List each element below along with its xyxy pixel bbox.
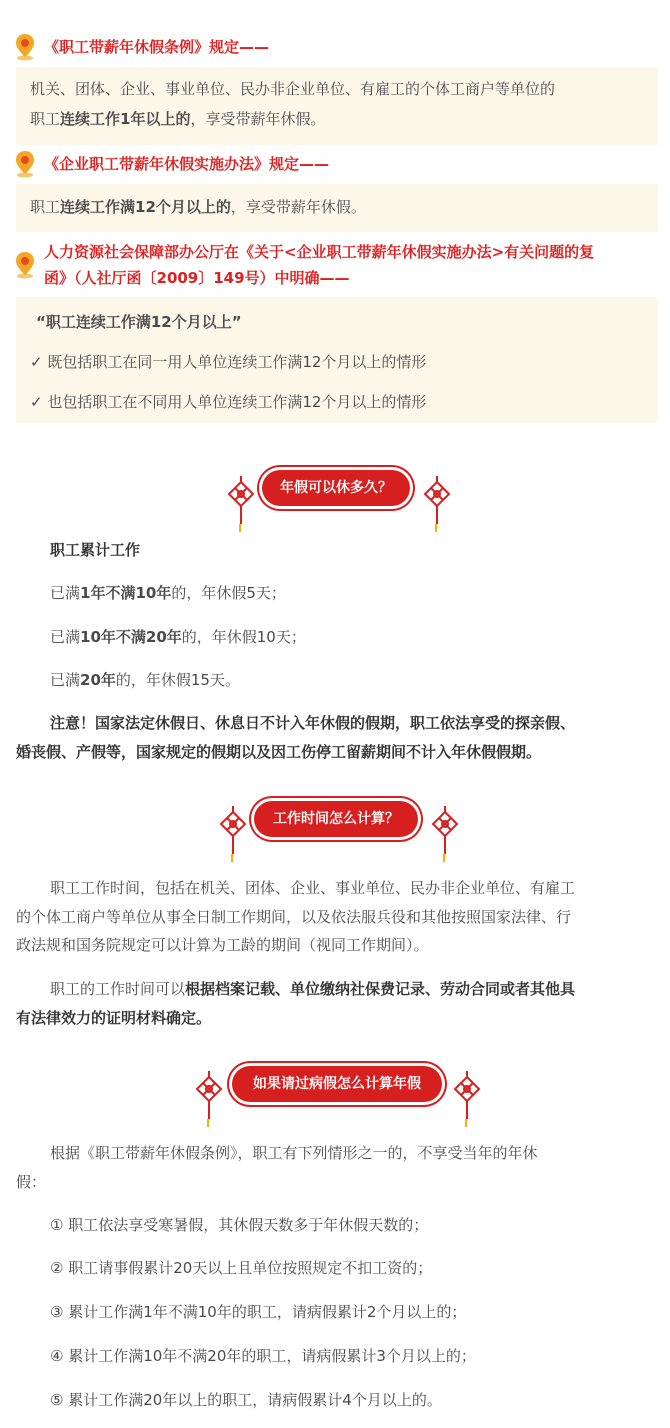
section-body-line2: 职工连续工作1年以上的，享受带薪年休假。 xyxy=(30,110,326,128)
chinese-knot-icon xyxy=(422,476,452,534)
section-title-sick-leave: 如果请过病假怎么计算年假 xyxy=(232,1066,442,1102)
chinese-knot-icon xyxy=(430,806,460,864)
section-heading-regulation: 《职工带薪年休假条例》规定—— xyxy=(44,38,270,56)
chinese-knot-icon xyxy=(218,806,248,864)
note-line2: 婚丧假、产假等，国家规定的假期以及因工伤停工留薪期间不计入年休假假期。 xyxy=(16,743,542,761)
work-time-proof-line2: 有法律效力的证明材料确定。 xyxy=(16,1009,212,1027)
work-time-line2: 的个体工商户等单位从事全日制工作期间，以及依法服兵役和其他按照国家法律、行 xyxy=(16,908,572,926)
section-title-work-time: 工作时间怎么计算？ xyxy=(254,801,418,837)
section-heading-reply-line2: 函》（人社厅函〔2009〕149号）中明确—— xyxy=(44,269,350,287)
list-item: ⑤ 累计工作满20年以上的职工，请病假累计4个月以上的。 xyxy=(50,1391,442,1409)
list-item: ✓ 也包括职工在不同用人单位连续工作满12个月以上的情形 xyxy=(30,393,427,411)
leave-row: 已满1年不满10年的，年休假5天； xyxy=(50,584,286,602)
quote-text: “职工连续工作满12个月以上” xyxy=(36,313,242,331)
section-heading-reply-line1: 人力资源社会保障部办公厅在《关于<企业职工带薪年休假实施办法>有关问题的复 xyxy=(44,243,595,261)
location-pin-icon xyxy=(14,150,36,178)
work-time-proof-line1: 职工的工作时间可以根据档案记载、单位缴纳社保费记录、劳动合同或者其他具 xyxy=(50,980,576,998)
note-line1: 注意！国家法定休假日、休息日不计入年休假的假期，职工依法享受的探亲假、 xyxy=(50,714,576,732)
work-time-line1: 职工工作时间，包括在机关、团体、企业、事业单位、民办非企业单位、有雇工 xyxy=(50,879,576,897)
chinese-knot-icon xyxy=(226,476,256,534)
leave-row: 已满20年的，年休假15天。 xyxy=(50,671,240,689)
leave-heading: 职工累计工作 xyxy=(50,541,141,559)
location-pin-icon xyxy=(14,33,36,61)
list-item: ① 职工依法享受寒暑假，其休假天数多于年休假天数的； xyxy=(50,1216,429,1234)
sick-intro-line1: 根据《职工带薪年休假条例》，职工有下列情形之一的，不享受当年的年休 xyxy=(50,1144,538,1162)
section-body: 职工连续工作满12个月以上的，享受带薪年休假。 xyxy=(30,198,366,216)
section-box-implementation xyxy=(16,184,658,232)
section-heading-implementation: 《企业职工带薪年休假实施办法》规定—— xyxy=(44,155,330,173)
list-item: ✓ 既包括职工在同一用人单位连续工作满12个月以上的情形 xyxy=(30,353,427,371)
list-item: ④ 累计工作满10年不满20年的职工，请病假累计3个月以上的； xyxy=(50,1347,476,1365)
list-item: ② 职工请事假累计20天以上且单位按照规定不扣工资的； xyxy=(50,1259,433,1277)
section-title-leave-duration: 年假可以休多久？ xyxy=(262,470,410,506)
work-time-line3: 政法规和国务院规定可以计算为工龄的期间（视同工作期间）。 xyxy=(16,936,429,954)
leave-row: 已满10年不满20年的，年休假10天； xyxy=(50,628,306,646)
chinese-knot-icon xyxy=(452,1071,482,1129)
list-item: ③ 累计工作满1年不满10年的职工，请病假累计2个月以上的； xyxy=(50,1303,467,1321)
section-box-regulation xyxy=(16,67,658,145)
sick-intro-line2: 假： xyxy=(16,1173,47,1191)
chinese-knot-icon xyxy=(194,1071,224,1129)
location-pin-icon xyxy=(14,251,36,279)
section-body-line1: 机关、团体、企业、事业单位、民办非企业单位、有雇工的个体工商户等单位的 xyxy=(30,80,556,98)
